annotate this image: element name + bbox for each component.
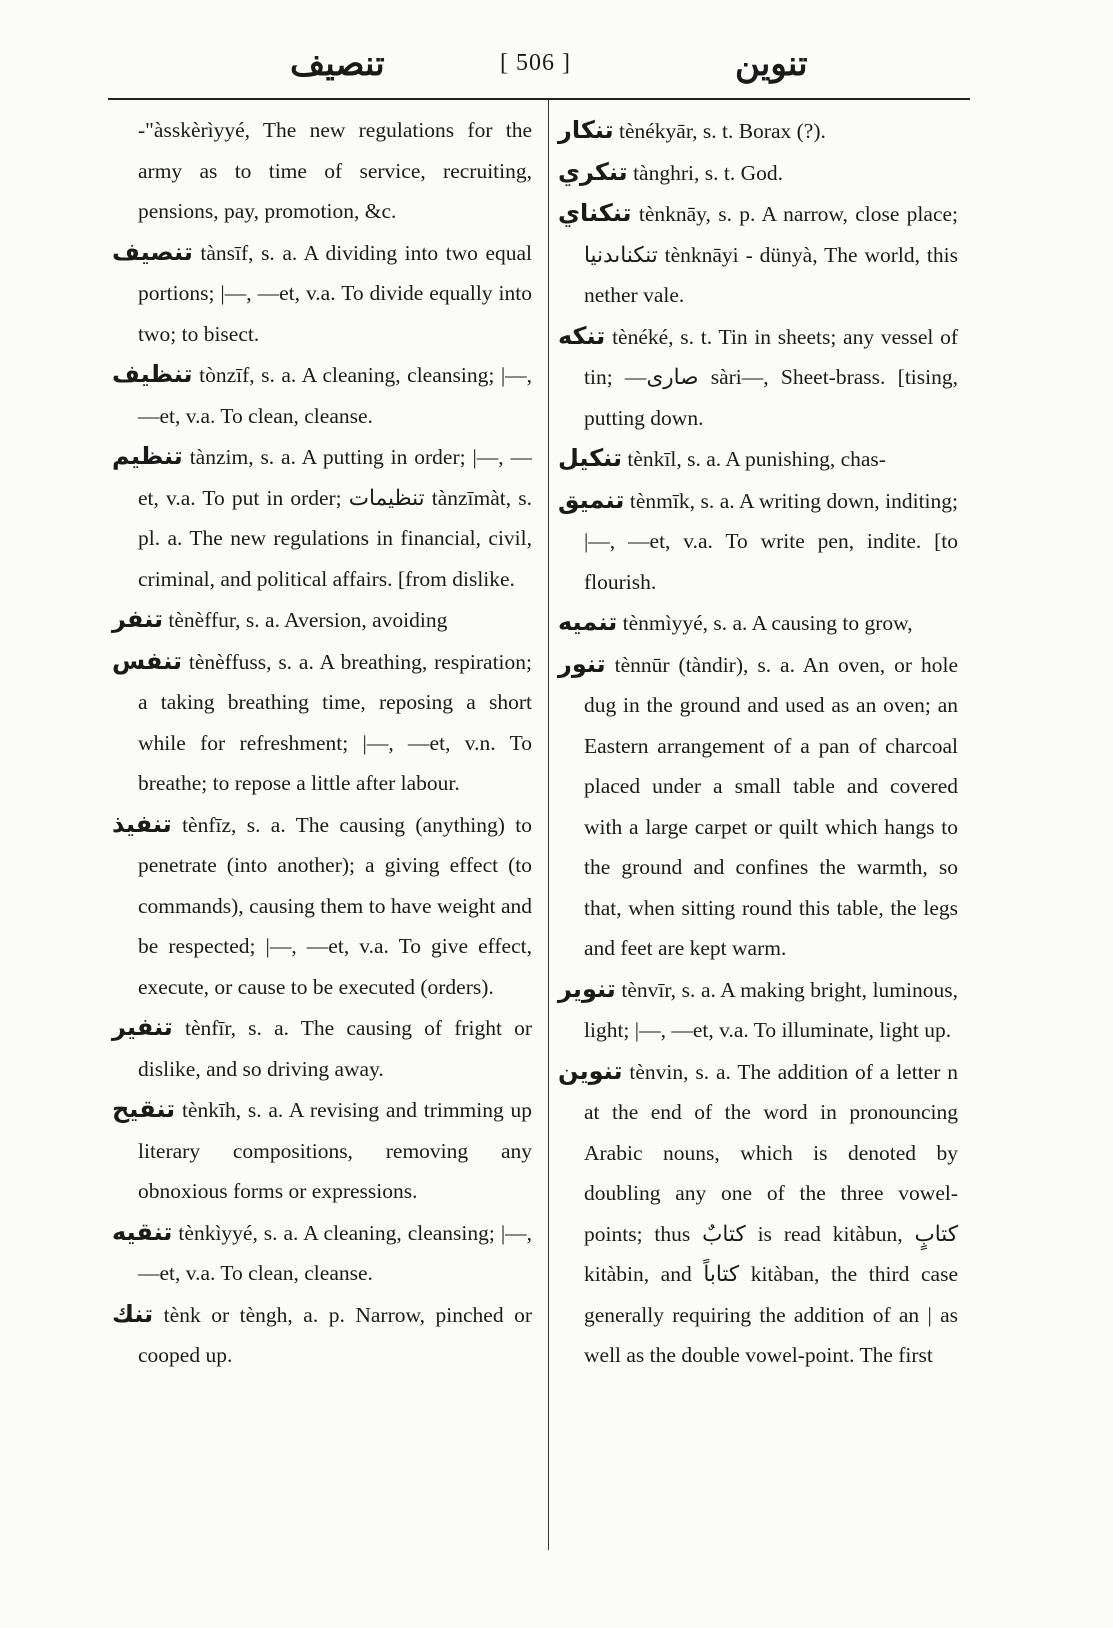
entry-text: tènk or tèngh, a. p. Narrow, pinched or cooped up. xyxy=(138,1302,532,1367)
entry-arabic: تنكري xyxy=(558,157,628,186)
entry-arabic: تنميق xyxy=(558,485,625,514)
entry-text: tènèffuss, s. a. A breathing, respiration; a taking breathing time, reposing a short while for refreshment; |—, —et, v.n. To breathe; to repose a little after labour. xyxy=(138,649,533,795)
dictionary-entry xyxy=(112,1089,532,1212)
entry-text: tènékyār, s. t. Borax (?). xyxy=(618,119,826,143)
dictionary-entry xyxy=(112,1294,532,1376)
dictionary-entry xyxy=(558,193,958,316)
entry-text: tènèffur, s. a. Aversion, avoiding xyxy=(168,608,448,632)
dictionary-entry xyxy=(558,316,958,439)
entry-arabic: تنوين xyxy=(558,1056,623,1085)
left-column xyxy=(112,110,532,1376)
column-divider xyxy=(548,100,549,1550)
entry-arabic: تنكار xyxy=(558,116,614,144)
entry-arabic: تنقيح xyxy=(112,1095,176,1123)
dictionary-entry xyxy=(112,1007,532,1089)
entry-text: tènéké, s. t. Tin in sheets; any vessel of tin; —صارى sàri—, Sheet-brass. [tising, putting down. xyxy=(584,324,959,430)
entry-text: tànghri, s. t. God. xyxy=(633,160,783,185)
header-rule xyxy=(108,98,970,100)
entry-arabic: تنقيه xyxy=(112,1217,173,1246)
entry-text: tènmīk, s. a. A writing down, inditing; |—, —et, v.a. To write pen, indite. [to flourish. xyxy=(584,488,959,594)
entry-arabic: تنكيل xyxy=(558,444,622,472)
entry-arabic: تنفر xyxy=(112,605,164,633)
entry-arabic: تنفير xyxy=(112,1013,173,1041)
header-left-word: تنصيف xyxy=(290,46,385,83)
dictionary-entry xyxy=(558,1051,958,1376)
entry-text: tènkīl, s. a. A punishing, chas- xyxy=(627,447,886,471)
entry-text: tènfīz, s. a. The causing (anything) to penetrate (into another); a giving effect (to commands), causing them to have weight and be respected; |—, —et, v.a. To give effect, execute, or cause to be executed (orders). xyxy=(138,812,532,999)
header-right-word: تنوين xyxy=(735,46,808,83)
entry-text: tènvīr, s. a. A making bright, luminous, light; |—, —et, v.a. To illuminate, light up. xyxy=(584,977,958,1042)
entry-arabic: تنصيف xyxy=(112,237,193,266)
dictionary-entry xyxy=(558,602,958,644)
entry-arabic: تنك xyxy=(112,1299,154,1328)
entry-arabic: تنوير xyxy=(558,974,616,1003)
entry-text: tànzim, s. a. A putting in order; |—, —et, v.a. To put in order; تنظيمات tànzīmàt, s. pl. a. The new regulations in financial, civil, criminal, and political affairs. [from dislike. xyxy=(138,445,532,591)
entry-arabic: تنكه xyxy=(558,321,606,350)
dictionary-entry xyxy=(112,641,532,804)
entry-text: tènmìyyé, s. a. A causing to grow, xyxy=(622,611,913,635)
dictionary-entry xyxy=(558,152,958,194)
entry-arabic: تنفيذ xyxy=(112,809,172,838)
entry-text: tònzīf, s. a. A cleaning, cleansing; |—, —et, v.a. To clean, cleanse. xyxy=(138,363,533,428)
page-header xyxy=(0,44,1113,94)
entry-text: tènknāy, s. p. A narrow, close place; تنكناىدنيا tènknāyi - dünyà, The world, this nether vale. xyxy=(584,202,959,307)
dictionary-entry xyxy=(558,644,958,969)
entry-arabic: تنكناي xyxy=(558,199,632,227)
entry-text: tènkīh, s. a. A revising and trimming up literary compositions, removing any obnoxious forms or expressions. xyxy=(138,1098,533,1203)
dictionary-entry xyxy=(558,969,958,1051)
entry-arabic: تنميه xyxy=(558,608,618,636)
entry-text: tènvin, s. a. The addition of a letter n at the end of the word in pronouncing Arabic nouns, which is denoted by doubling any one of the three vowel-points; thus كتابٌ is read kitàbun, كتابٍ kitàbin, and كتاباً kitàban, the third case generally requiring the addition of an | as well as the double vowel-point. The first xyxy=(584,1059,958,1367)
dictionary-entry xyxy=(558,110,958,152)
dictionary-entry xyxy=(112,599,532,641)
entry-text: tènfīr, s. a. The causing of fright or dislike, and so driving away. xyxy=(138,1016,533,1081)
page-number: [ 506 ] xyxy=(500,50,571,76)
dictionary-entry xyxy=(112,804,532,1008)
entry-arabic: تنظيف xyxy=(112,360,193,388)
dictionary-entry xyxy=(558,480,958,603)
right-column xyxy=(558,110,958,1376)
entry-arabic: تنفس xyxy=(112,646,183,675)
dictionary-entry xyxy=(112,1212,532,1294)
entry-text: tènnūr (tàndir), s. a. An oven, or hole dug in the ground and used as an oven; an Eastern arrangement of a pan of charcoal placed under a small table and covered with a large carpet or quilt which hangs to the ground and confines the warmth, so that, when sitting round this table, the legs and feet are kept warm. xyxy=(584,652,958,960)
dictionary-entry xyxy=(112,436,532,599)
dictionary-entry xyxy=(112,232,532,355)
entry-text: tènkìyyé, s. a. A cleaning, cleansing; |—, —et, v.a. To clean, cleanse. xyxy=(138,1220,533,1285)
dictionary-entry xyxy=(112,354,532,436)
entry-arabic: تنور xyxy=(558,649,606,678)
dictionary-entry xyxy=(558,438,958,480)
continuation-text: -"àsskèrìyyé, The new regulations for the army as to time of service, recruiting, pensions, pay, promotion, &c. xyxy=(138,118,532,223)
entry-text: tànsīf, s. a. A dividing into two equal portions; |—, —et, v.a. To divide equally into two; to bisect. xyxy=(138,240,533,346)
entry-arabic: تنظيم xyxy=(112,442,183,470)
